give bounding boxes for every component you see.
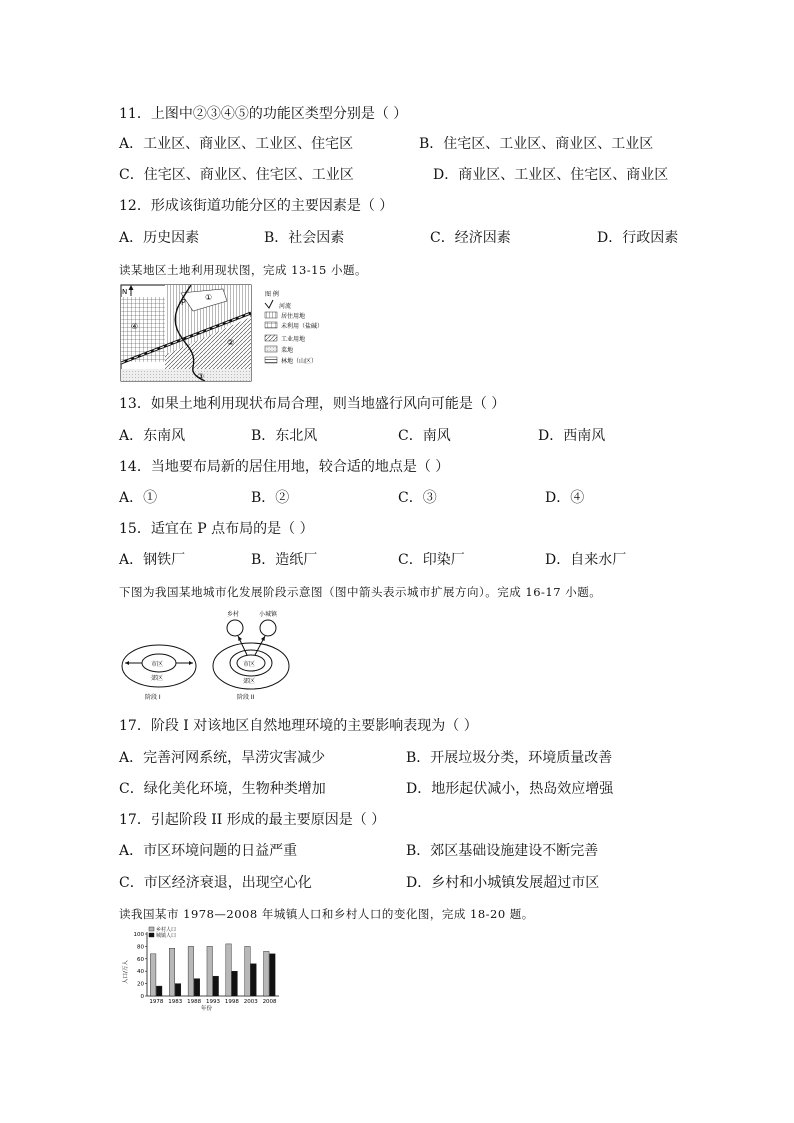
village-label: 乡村: [227, 611, 240, 618]
q14-option-a[interactable]: A．①: [119, 490, 158, 506]
q17-stem: 17．引起阶段 II 形成的最主要原因是（ ）: [119, 812, 386, 828]
q12-option-d[interactable]: D．行政因素: [597, 230, 679, 246]
bar-urban: [156, 986, 162, 996]
q15-stem: 15．适宜在 P 点布局的是（ ）: [119, 521, 314, 537]
label-1: ①: [205, 293, 213, 302]
q13-stem: 13．如果土地利用现状布局合理，则当地盛行风向可能是（ ）: [119, 396, 506, 412]
q13-option-d[interactable]: D．西南风: [538, 428, 606, 444]
q15-option-d[interactable]: D．自来水厂: [545, 552, 627, 568]
x-tick-label: 2003: [243, 999, 258, 1005]
x-tick-label: 1993: [206, 999, 220, 1005]
bar-urban: [251, 964, 257, 996]
intro-13-15: 读某地区土地利用现状图，完成 13-15 小题。: [119, 263, 367, 277]
q12-option-a[interactable]: A．历史因素: [119, 230, 200, 246]
bar-rural: [150, 954, 156, 996]
x-tick-label: 1998: [224, 999, 239, 1005]
legend-residential: 居住用地: [281, 313, 306, 320]
q17-option-c[interactable]: C．市区经济衰退，出现空心化: [119, 875, 312, 891]
intro-18-20: 读我国某市 1978—2008 年城镇人口和乡村人口的变化图，完成 18-20 题。: [119, 907, 534, 921]
legend-label: 城镇人口: [156, 933, 177, 939]
q16-option-c[interactable]: C．绿化美化环境，生物种类增加: [119, 781, 326, 797]
y-tick-label: 40: [137, 969, 144, 976]
q13-option-a[interactable]: A．东南风: [119, 428, 186, 444]
q16-stem: 17．阶段 I 对该地区自然地理环境的主要影响表现为（ ）: [119, 718, 478, 734]
stage2-city: 市区: [243, 661, 256, 668]
q11-option-a[interactable]: A．工业区、商业区、工业区、住宅区: [119, 136, 354, 152]
q17-option-b[interactable]: B．郊区基础设施建设不断完善: [406, 843, 599, 859]
stage2-label: 阶段 II: [237, 694, 255, 701]
q11-option-b[interactable]: B．住宅区、工业区、商业区、工业区: [419, 136, 654, 152]
q12-stem: 12．形成该街道功能分区的主要因素是（ ）: [119, 198, 394, 214]
q16-option-a[interactable]: A．完善河网系统，旱涝灾害减少: [119, 750, 326, 766]
q15-option-a[interactable]: A．钢铁厂: [119, 552, 186, 568]
intro-16-17: 下图为我国某地城市化发展阶段示意图（图中箭头表示城市扩展方向）。完成 16-17 小题。: [119, 585, 602, 599]
q13-option-c[interactable]: C．南风: [398, 428, 451, 444]
q17-option-a[interactable]: A．市区环境问题的日益严重: [119, 843, 298, 859]
q14-option-d[interactable]: D．④: [545, 490, 585, 506]
north-label: N: [122, 288, 128, 296]
bar-urban: [194, 979, 200, 996]
q11-stem: 11．上图中②③④⑤的功能区类型分别是（ ）: [119, 106, 408, 122]
legend-river: 河流: [279, 303, 292, 310]
stage1-label: 阶段 I: [145, 694, 161, 701]
village-circle: [227, 620, 243, 636]
y-tick-label: 0: [140, 994, 144, 1000]
chart-xlabel: 年份: [201, 1006, 213, 1012]
bar-urban: [232, 971, 238, 996]
q16-option-b[interactable]: B．开展垃圾分类，环境质量改善: [406, 750, 613, 766]
label-2: ②: [227, 338, 235, 347]
q16-option-d[interactable]: D．地形起伏减小，热岛效应增强: [406, 781, 614, 797]
legend-label: 乡村人口: [156, 927, 177, 933]
bar-urban: [213, 976, 219, 996]
stage2-suburb: 郊区: [243, 678, 256, 685]
x-tick-label: 1978: [149, 999, 164, 1005]
x-tick-label: 2008: [262, 999, 277, 1005]
region-4: [121, 297, 165, 362]
q14-option-c[interactable]: C．③: [398, 490, 437, 506]
legend-industrial: 工业用地: [281, 336, 306, 343]
population-chart: [119, 926, 289, 1012]
y-tick-label: 80: [137, 944, 144, 951]
x-tick-label: 1988: [187, 999, 202, 1005]
label-p: P: [181, 298, 186, 307]
q15-option-c[interactable]: C．印染厂: [398, 552, 465, 568]
bar-rural: [226, 944, 232, 996]
q12-option-b[interactable]: B．社会因素: [264, 230, 345, 246]
town-label: 小城镇: [259, 611, 278, 618]
q11-option-c[interactable]: C．住宅区、商业区、住宅区、工业区: [119, 167, 354, 183]
bar-rural: [245, 946, 251, 996]
bar-urban: [270, 954, 276, 996]
q14-stem: 14．当地要布局新的居住用地，较合适的地点是（ ）: [119, 459, 450, 475]
label-4: ④: [131, 322, 139, 331]
legend-swatch: [149, 933, 154, 937]
q14-option-b[interactable]: B．②: [251, 490, 290, 506]
town-circle: [260, 620, 276, 636]
legend-river-icon: [265, 300, 273, 308]
y-tick-label: 20: [137, 981, 144, 988]
q17-option-d[interactable]: D．乡村和小城镇发展超过市区: [406, 875, 600, 891]
region-3: [121, 369, 251, 381]
q11-option-d[interactable]: D．商业区、工业区、住宅区、商业区: [433, 167, 669, 183]
q12-option-c[interactable]: C．经济因素: [430, 230, 511, 246]
y-tick-label: 100: [133, 932, 144, 938]
bar-rural: [264, 951, 270, 996]
y-tick-label: 60: [137, 956, 144, 963]
bar-rural: [207, 946, 213, 996]
legend-unused: 未利用（盐碱）: [281, 323, 324, 330]
stage1-city: 市区: [151, 661, 164, 668]
stage1-suburb: 郊区: [151, 675, 164, 682]
legend-swatch: [149, 927, 154, 931]
legend-title: 图 例: [265, 291, 279, 298]
q15-option-b[interactable]: B．造纸厂: [251, 552, 318, 568]
bar-rural: [188, 946, 194, 996]
legend-forest: 林地（山区）: [281, 358, 318, 365]
x-tick-label: 1983: [168, 999, 183, 1005]
q13-option-b[interactable]: B．东北风: [251, 428, 318, 444]
urbanization-stage-diagram: [119, 608, 309, 703]
chart-ylabel: 人口/万人: [123, 960, 129, 984]
legend-vegetable: 菜地: [281, 347, 294, 354]
land-use-map: [119, 283, 369, 383]
bar-urban: [175, 984, 181, 996]
bar-rural: [169, 948, 175, 996]
label-3: ③: [197, 372, 205, 381]
